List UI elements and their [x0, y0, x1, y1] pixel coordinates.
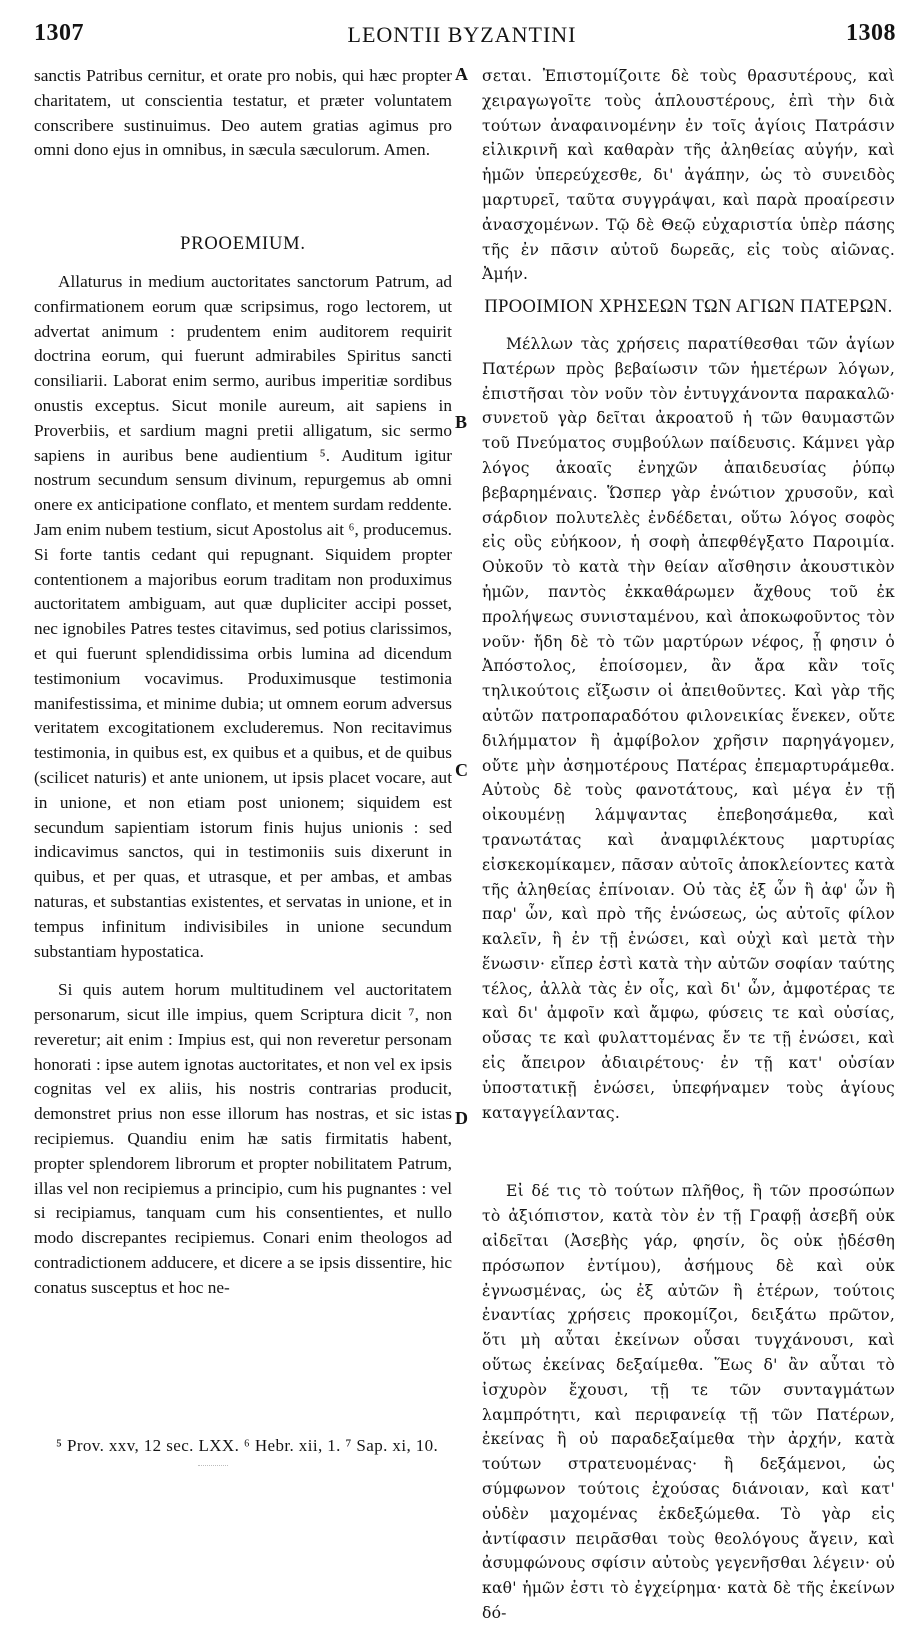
- latin-column: [34, 64, 452, 1301]
- divider: [198, 1465, 228, 1467]
- running-title: LEONTII BYZANTINI: [347, 22, 577, 47]
- page-number-right: 1308: [846, 20, 896, 46]
- footnotes: ⁵ Prov. xxv, 12 sec. LXX. ⁶ Hebr. xii, 1. ⁷ Sap. xi, 10.: [56, 1436, 439, 1455]
- margin-marker-b: B: [455, 412, 468, 432]
- greek-column: [482, 64, 895, 1626]
- greek-paragraph-prooemium: Μέλλων τὰς χρήσεις παρατίθεσθαι τῶν ἁγίων Πατέρων πρὸς βεβαίωσιν τῶν ἡμετέρων λόγων, ἐπιστῆσαι τὸν νοῦν τὸν ἐντυγχάνοντα παρακαλῶ· συνετοῦ γὰρ δεῖται ἀκροατοῦ ἡ τῶν θαυμαστῶν τοῦ Πνεύματος συμβούλων παίδευσις. Κάμνει γὰρ λόγος ἀκοαῖς ἐνηχῶν ἀπαιδευσίας ῥύπῳ βεβαρημέναις. Ὥσπερ γὰρ ἐνώτιον χρυσοῦν, καὶ σάρδιον πολυτελὲς ἐνδέδεται, οὕτω λόγος σοφὸς εἰς οὓς εὐήκοον, ἡ σοφὴ ἀπεφθέγξατο Παροιμία. Οὐκοῦν τὸ κατὰ τὴν θείαν αἴσθησιν ἀκουστικὸν ἡμῶν, παντὸς ἐκκαθάρωμεν ἄχθους τοῦ ἐκ προλήψεως συνισταμένου, καὶ ἀποκωφοῦντος τὸν νοῦν· ἤδη δὲ τὸ τῶν μαρτύρων νέφος, ᾗ φησιν ὁ Ἀπόστολος, ἐποίσομεν, ἂν ἄρα κἂν τοῖς τηλικούτοις εἴξωσιν οἱ ἀπειθοῦντες. Καὶ γὰρ τῆς αὐτῶν πατροπαραδότου φιλονεικίας ἕνεκεν, οὔτε διλήμματον ἢ ἀμφίβολον χρῆσιν παρηγάγομεν, οὔτε μὴν ἀσημοτέρους Πατέρας ἐπεμαρτυράμεθα. Αὐτοὺς δὲ τοὺς φανοτάτους, καὶ μέγα ἐν τῇ οἰκουμένῃ λάμψαντας ἐπεβοησάμεθα, καὶ τρανωτάτας καὶ ἀναμφιλέκτους μαρτυρίας εἰσκεκομίκαμεν, πᾶσαν αὐτοῖς ἀποκλείοντες κατὰ τῆς ἀληθείας ἐπίνοιαν. Οὐ τὰς ἐξ ὧν ἢ ἀφ' ὧν ἢ παρ' ὧν, καὶ πρὸ τῆς ἑνώσεως, ὡς αὐτοῖς φίλον καλεῖν, ἢ ἐν τῇ ἑνώσει, καὶ οὐχὶ καὶ μετὰ τὴν ἕνωσιν· εἴπερ ἐστὶ κατὰ τὴν αὐτῶν σοφίαν ταύτης τέλος, ἀλλὰ τὰς ἐν οἷς, καὶ δι' ὧν, ἀμφοτέρας τε καὶ δι' ἀμφοῖν καὶ ἄμφω, φύσεις τε καὶ οὐσίας, οὔσας τε καὶ φυλαττομένας ἔν τε τῇ ἑνώσει, καὶ εἰς ἄπειρον ἀδιαιρέτους· ἐν τῇ κατ' οὐσίαν ὑποστατικῇ ἑνώσει, ὑπεφήναμεν τοὺς ἁγίους καταγγείλαντας.: [482, 334, 895, 1122]
- latin-heading: PROOEMIUM.: [180, 234, 306, 255]
- latin-paragraph-prooemium: Allaturus in medium auctoritates sanctorum Patrum, ad confirmationem eorum quæ scripsimus, rogo lectorem, ut advertat animum : prudentem enim auditorem requirit doctrina eorum, qui fuerunt admirabiles Spiritus sancti consiliarii. Laborat enim sermo, auribus imperitiæ sordibus onustis exceptus. Sicut monile aureum, ait sapiens in Proverbiis, et sardium magni pretii alligatum, sic sermo sapiens in auribus bene audientium ⁵. Auditum igitur nostrum secundum sensum divinum, repurgemus ab omni onere ex anticipatione conflato, et mentem surdam reddente. Jam enim nubem testium, sicut Apostolus ait ⁶, producemus. Si forte tantis cedant qui repugnant. Siquidem propter contentionem a majoribus eorum traditam non produximus auctoritatem ambiguam, aut quæ dupliciter accipi posset, nec ignobiles Patres testes citavimus, sed potius clarissimos, et qui fuerunt splendidissima orbis lumina ad dicendum testimonium vocavimus. Produximusque testimonia manifestissima, et minime dubia; ut omnem eorum adversus veritatem excogitationem excluderemus. Non recitavimus testimonia, in quibus est, ex quibus et a quibus, et de quibus (scilicet naturis) et ante unionem, ut ipsis placet vocare, aut in unione, et non etiam post unionem; siquidem est secundum sapientiam istorum finis hujus unionis : sed indicavimus sanctos, qui in testimoniis suis dixerunt in quibus, et per quas, et utrasque, et per ambas, et ambas naturas, et substantias existentes, et servatas in unione, et in tempus infinitum indivisibiles in unione secundum substantiam hypostatica.: [34, 271, 452, 961]
- greek-paragraph-ei-de-tis: Εἰ δέ τις τὸ τούτων πλῆθος, ἢ τῶν προσώπων τὸ ἀξιόπιστον, κατὰ τὸν ἐν τῇ Γραφῇ ἀσεβῆ οὐκ αἰδεῖται (Ἀσεβὴς γάρ, φησίν, ὃς οὐκ ᾐδέσθη πρόσωπον ἐντίμου), ἀσήμους δὲ καὶ οὐκ ἐγνωσμένας, ὡς ἐξ αὐτῶν ἢ ἑτέρων, τούτοις ἐναντίας χρήσεις προκομίζοι, δειξάτω πρῶτον, ὅτι μὴ αὗται ἐκείνων οὖσαι τυγχάνουσι, καὶ οὕτως ἐκείνας δεξαίμεθα. Ἕως δ' ἂν αὗται τὸ ἰσχυρὸν ἔχουσι, τῇ τε τῶν συνταγμάτων λαμπρότητι, καὶ περιφανείᾳ τῇ τῶν Πατέρων, ἐκείνας ἢ οὐ παραδεξαίμεθα τὴν ἀρχήν, κατὰ τούτων στρατευομένας· ἢ δεξάμενοι, ὡς σύμφωνον τούτοις ἐχούσας διάνοιαν, καὶ κατ' οὐδὲν μαχομένας ἐκδεξώμεθα. Τὸ γὰρ εἰς ἀντίφασιν πειρᾶσθαι τοὺς θεολόγους ἄγειν, καὶ ἀσυμφώνους σφίσιν αὐτοὺς γεγενῆσθαι λέγειν· οὐ καθ' ἡμῶν ἐστι τὸ ἐγχείρημα· κατὰ δὲ τῆς ἐκείνων δό-: [482, 1182, 895, 1623]
- page-number-left: 1307: [34, 20, 84, 46]
- greek-paragraph-closing: σεται. Ἐπιστομίζοιτε δὲ τοὺς θρασυτέρους, καὶ χειραγωγοῖτε τοὺς ἁπλουστέρους, ἐπὶ τὴν διὰ τούτων ἀναφαινομένην ἐν τοῖς ἁγίοις Πατράσιν εἰλικρινῆ καὶ καθαρὰν τῆς ἀληθείας αὐγήν, καὶ ἡμῶν ὑπερεύχεσθε, δι' ἀγάπην, ὡς τὸ συνειδὸς μαρτυρεῖ, ταῦτα συγγράψαι, καὶ παρὰ προαίρεσιν ἀνασχομένων. Τῷ δὲ Θεῷ εὐχαριστία ὑπὲρ πάσης τῆς ἐν πᾶσιν αὐτοῦ δωρεᾶς, εἰς τοὺς αἰῶνας. Ἀμήν.: [482, 67, 895, 284]
- margin-marker-d: D: [455, 1108, 468, 1128]
- latin-paragraph-si-quis: Si quis autem horum multitudinem vel auctoritatem personarum, sicut ille impius, quem Scriptura dicit ⁷, non reveretur; ait enim : Impius est, qui non reveretur personam honorati : ipse autem ignotas auctoritates, et non vel ex ipsis cognitas vel ex aliis, his nostris contrarias producit, demonstret prius non esse illorum has nostras, et sic istas recipiemus. Quandiu enim hæ satis firmitatis habent, propter splendorem librorum et propter nobilitatem Patrum, illas vel non recipiemus a principio, cum his pugnantes : vel si recipiamus, tanquam cum his consentientes, et nullo modo discrepantes recipiemus. Conari enim theologos ad contradictionem adducere, et dicere a se ipsis dissentire, hic conatus susceptus et hoc ne-: [34, 980, 452, 1297]
- greek-heading: ΠΡΟΟΙΜΙΟΝ ΧΡΗΣΕΩΝ ΤΩΝ ΑΓΙΩΝ ΠΑΤΕΡΩΝ.: [484, 297, 893, 318]
- margin-marker-c: C: [455, 760, 468, 780]
- margin-marker-a: A: [455, 64, 468, 84]
- page-header: [0, 20, 924, 60]
- latin-paragraph-closing: sanctis Patribus cernitur, et orate pro nobis, qui hæc propter charitatem, ut conscientia testatur, et præter voluntatem conscribere sustinuimus. Deo autem gratias agimus pro omni dono ejus in omnibus, in sæcula sæculorum. Amen.: [34, 66, 452, 160]
